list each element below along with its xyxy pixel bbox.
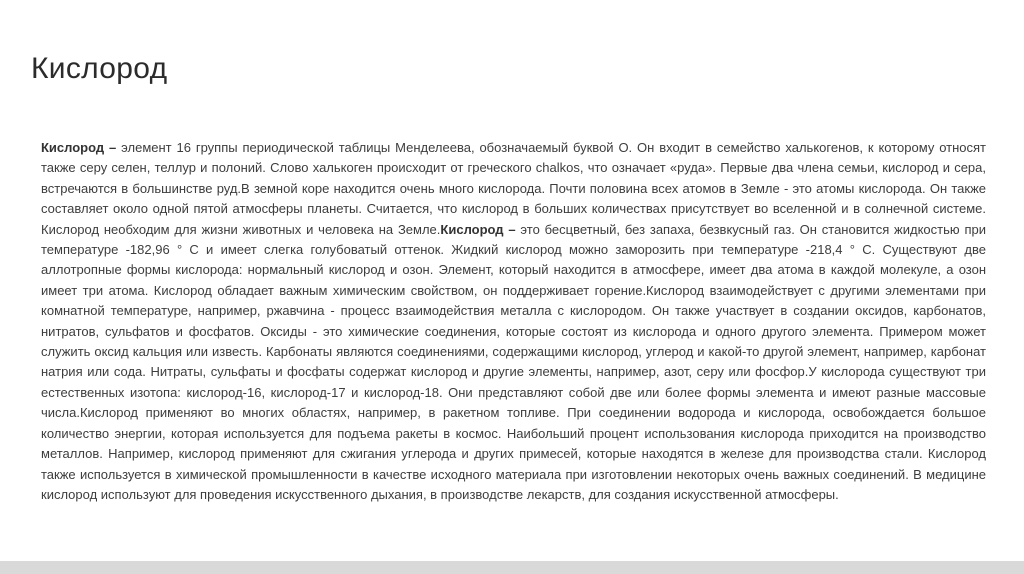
body-segment-bold-1: Кислород – xyxy=(41,140,122,155)
body-segment-bold-3: Кислород – xyxy=(440,221,521,237)
body-paragraph xyxy=(41,138,986,505)
body-segment-4: это бесцветный, без запаха, безвкусный газ. Он становится жидкостью при температуре -182,96 ° C и имеет слегка голубоватый оттенок. Жидкий кислород можно заморозить при температуре -218,4 ° C. Существуют две аллотропные формы кислорода: нормальный кислород и озон. Элемент, который находится в атмосфере, имеет два атома в каждой молекуле, а озон имеет три атома. Кислород обладает важным химическим свойством, он поддерживает горение.Кислород взаимодействует с другими элементами при комнатной температуре, например, ржавчина - процесс взаимодействия металла с кислородом. Он также участвует в создании оксидов, карбонатов, нитратов, сульфатов и фосфатов. Оксиды - это химические соединения, которые состоят из кислорода и одного другого элемента. Примером может служить оксид кальция или известь. Карбонаты являются соединениями, содержащими кислород, углерод и какой-то другой элемент, например, карбонат натрия или сода. Нитраты, сульфаты и фосфаты содержат кислород и другие элементы, например, азот, серу или фосфор.У кислорода существуют три естественных изотопа: кислород-16, кислород-17 и кислород-18. Они представляют собой две или более формы элемента и имеют разные массовые числа.Кислород применяют во многих областях, например, в ракетном топливе. При соединении водорода и кислорода, освобождается большое количество энергии, которая используется для подъема ракеты в космос. Наибольший процент использования кислорода приходится на производство металлов. Например, кислород применяют для сжигания углерода и других примесей, которые находятся в железе для производства стали. Кислород также используется в химической промышленности в качестве исходного материала при изготовлении некоторых очень важных соединений. В медицине кислород используют для проведения искусственного дыхания, в производстве лекарств, для создания искусственной атмосферы. xyxy=(41,221,986,502)
body-segment-2: элемент 16 группы периодической таблицы Менделеева, обозначаемый буквой О. Он входит в семейство халькогенов, к которому относят также серу селен, теллур и полоний. Слово халькоген происходит от греческого chalkos, что означает «руда». Первые два члена семьи, кислород и сера, встречаются в большинстве руд.В земной коре находится очень много кислорода. Почти половина всех атомов в Земле - это атомы кислорода. Он также составляет около одной пятой атмосферы планеты. Считается, что кислород в больших количествах присутствует во вселенной и в солнечной системе. Кислород необходим для жизни животных и человека на Земле. xyxy=(41,140,987,237)
bottom-strip xyxy=(0,561,1024,574)
page-title: Кислород xyxy=(31,52,168,85)
